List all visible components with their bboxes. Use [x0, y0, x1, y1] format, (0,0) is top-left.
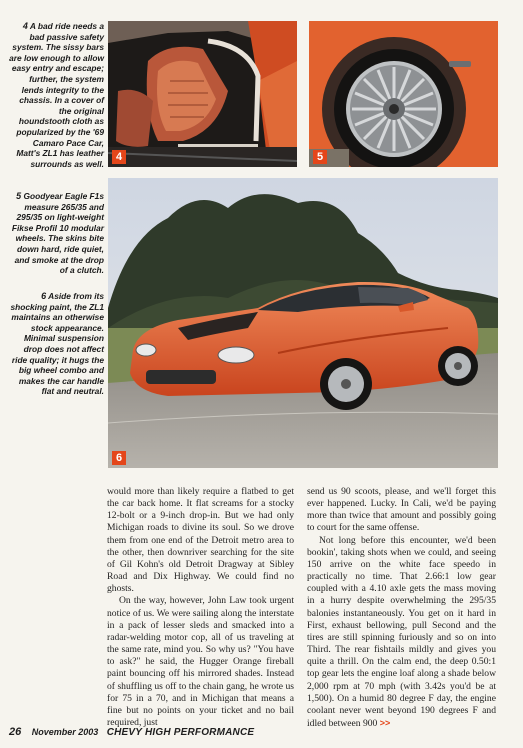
photo-6-label: 6 — [112, 451, 126, 465]
page-footer — [9, 722, 254, 740]
caption-5 — [8, 191, 104, 276]
caption-6-number: 6 — [41, 291, 47, 301]
article-column-right — [307, 486, 496, 730]
paragraph-left-1: would more than likely require a flatbed to get the car back home. It flat screams for a stocky 12-bolt or a 9-inch drop-in. But we had only Michigan roads to divine its soul. So we drove them from one end of the Detroit metro area to the other, then downriver searching for the site of Gil Kohn's old Detroit Dragway at Sibley Road and Dix Highway. We could find no ghosts. — [107, 486, 294, 595]
interior-illustration — [108, 21, 297, 167]
caption-5-text: Goodyear Eagle F1s measure 265/35 and 295/35 on light-weight Fikse Profil 10 modular wheels. The skins bite down hard, ride quiet, and smoke at the drop of a clutch. — [11, 191, 104, 276]
magazine-title: CHEVY HIGH PERFORMANCE — [106, 727, 255, 738]
caption-6 — [8, 291, 104, 397]
paragraph-right-2 — [307, 535, 496, 731]
wheel-illustration — [309, 21, 498, 167]
photo-car — [108, 178, 498, 468]
paragraph-right-2-text: Not long before this encounter, we'd been bookin', taking shots when we could, and seeing 150 arrive on the white face speedo in practically no time. That 2.66:1 low gear coupled with a 4.10 axle gets the mass moving in a hurry despite overwhelming the 295/35 balonies instantaneously. You get on it hard in First, exhaust bellowing, pull Second and the tires are still spinning furiously and so on into Third. The rear fishtails mildly and gives you quite a thrill. On the calm end, the deep 0.50:1 top gear lets the engine loaf along a shade below 2,000 rpm at 70 mph (with 3.42s you'd be at 1,500). On a humid 80 degree F day, the engine coolant never went beyond 190 degrees F and idled between 900 — [307, 534, 496, 729]
photo-4-label: 4 — [112, 150, 126, 164]
paragraph-right-1: send us 90 scoots, please, and we'll forget this ever happened. Lucky. In Cali, we'd be paying more than twice that amount and possibly going to court for the same offense. — [307, 486, 496, 534]
page-number: 26 — [9, 726, 22, 738]
car-illustration — [108, 178, 498, 468]
caption-4 — [8, 21, 104, 169]
caption-4-text: A bad ride needs a bad passive safety system. The sissy bars are low enough to allow easy entry and escape; further, the system lends integrity to the chassis. In a cover of the original houndstooth cloth as popularized by the '69 Camaro Pace Car, Matt's ZL1 has leather surrounds as well. — [9, 21, 104, 169]
paragraph-left-2: On the way, however, John Law took urgent notice of us. We were sailing along the interstate in a pack of lesser sleds and smacked into a radar-welding motor cop, all of us traveling at the same rate, mind you. So why us? "You have to ask?" he said, the Hugger Orange fireball paint bouncing off his mirrored shades. Instead of shuffling us off to the chain gang, he wrote us for 75 in a 70, and in Michigan that means a fine but no points on your ticket and no bail required, just — [107, 595, 294, 728]
photo-interior — [108, 21, 297, 167]
caption-4-number: 4 — [22, 21, 28, 31]
photo-wheel — [309, 21, 498, 167]
continue-arrows: >> — [379, 717, 391, 728]
article-column-left — [107, 486, 294, 729]
issue-date: November 2003 — [31, 727, 99, 737]
caption-6-text: Aside from its shocking paint, the ZL1 maintains an otherwise stock appearance. Minimal suspension drop does not affect ride quality; it hugs the big wheel combo and makes the car handle flat and neutral. — [10, 291, 104, 397]
caption-5-number: 5 — [16, 191, 22, 201]
photo-5-label: 5 — [313, 150, 327, 164]
